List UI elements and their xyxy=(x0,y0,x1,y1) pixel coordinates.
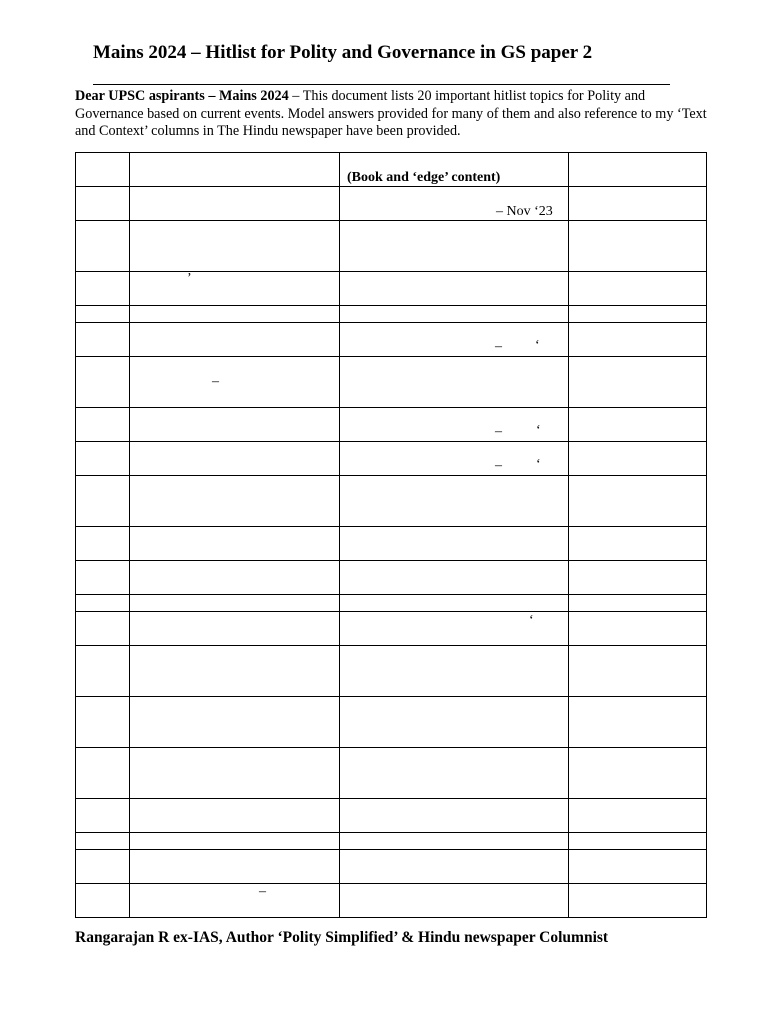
stray-quote: ‘ xyxy=(529,613,534,628)
stray-dash: – xyxy=(495,424,502,439)
table-row xyxy=(76,799,707,833)
table-row xyxy=(76,612,707,646)
stray-quote: ‘ xyxy=(536,423,541,438)
hitlist-table xyxy=(75,152,707,918)
table-row xyxy=(76,833,707,850)
table-cell xyxy=(569,153,707,187)
intro-lead: Dear UPSC aspirants – Mains 2024 xyxy=(75,88,289,104)
table-row xyxy=(76,595,707,612)
author-footer: Rangarajan R ex-IAS, Author ‘Polity Simplified’ & Hindu newspaper Columnist xyxy=(75,929,609,946)
stray-apostrophe: ’ xyxy=(187,271,192,286)
table-cell xyxy=(130,153,340,187)
intro-body: This document lists 20 important hitlist topics for Polity and Governance based on current events. Model answers provided for many of them and also reference to my ‘Text and Context’ columns in The Hindu newspaper have been provided. xyxy=(75,88,707,139)
table-row xyxy=(76,272,707,306)
stray-quote: ‘ xyxy=(535,338,540,353)
header-book-edge-content: (Book and ‘edge’ content) xyxy=(347,170,501,185)
table-row xyxy=(76,884,707,918)
table-row xyxy=(76,527,707,561)
nov-23-reference: – Nov ‘23 xyxy=(496,204,553,219)
table-row xyxy=(76,561,707,595)
table-row xyxy=(76,306,707,323)
stray-dash: – xyxy=(259,884,266,899)
table-row xyxy=(76,221,707,272)
intro-paragraph xyxy=(75,88,707,141)
table-header-cell xyxy=(340,153,569,187)
table-row xyxy=(76,442,707,476)
stray-dash: – xyxy=(495,458,502,473)
stray-dash: – xyxy=(212,374,219,389)
table-row xyxy=(76,323,707,357)
title-underline xyxy=(93,84,670,85)
table-row xyxy=(76,697,707,748)
table-row xyxy=(76,408,707,442)
table-row xyxy=(76,357,707,408)
table-row xyxy=(76,187,707,221)
table-header-row xyxy=(76,153,707,187)
stray-dash: – xyxy=(495,339,502,354)
table-cell xyxy=(76,153,130,187)
intro-dash: – xyxy=(288,88,303,104)
table-row xyxy=(76,476,707,527)
page-title: Mains 2024 – Hitlist for Polity and Governance in GS paper 2 xyxy=(93,42,593,63)
stray-quote: ‘ xyxy=(536,457,541,472)
table-row xyxy=(76,646,707,697)
table-row xyxy=(76,748,707,799)
table-row xyxy=(76,850,707,884)
